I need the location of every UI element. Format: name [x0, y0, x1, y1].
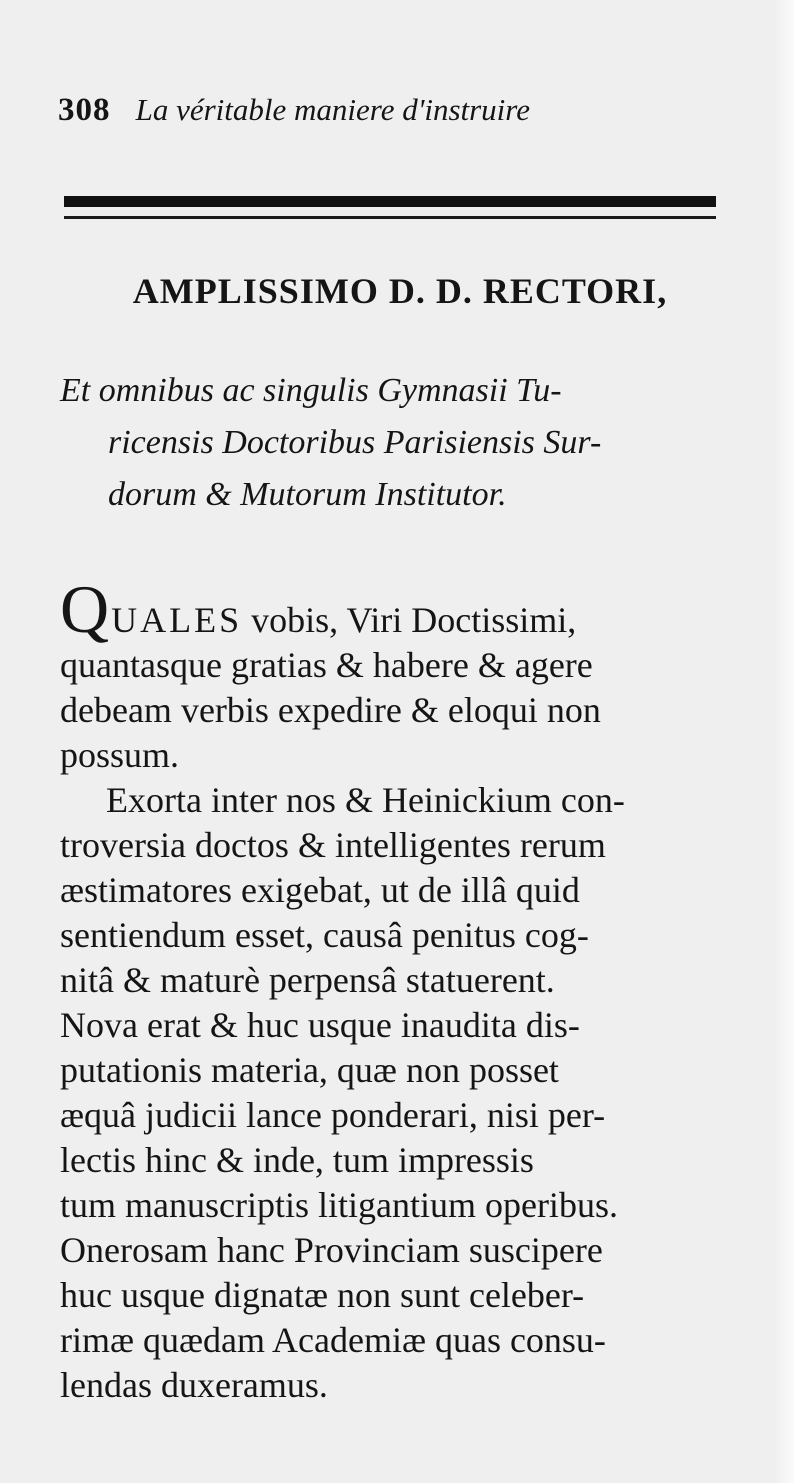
paragraph-2-line-4: sentiendum esset, causâ penitus cog- — [60, 915, 589, 955]
paragraph-2-line-14: lendas duxeramus. — [60, 1365, 328, 1405]
paragraph-1-line-1-rest: vobis, Viri Doctissimi, — [251, 600, 577, 640]
paragraph-2-line-10: tum manuscriptis litigantium operibus. — [60, 1185, 618, 1225]
paragraph-1-line-4: possum. — [60, 735, 180, 775]
paragraph-2-line-12: huc usque dignatæ non sunt celeber- — [60, 1275, 585, 1315]
paragraph-2-line-8: æquâ judicii lance ponderari, nisi per- — [60, 1095, 606, 1135]
dedication-title: AMPLISSIMO D. D. RECTORI, — [132, 271, 668, 311]
dedication-line-3: dorum & Mutorum Institutor. — [108, 476, 507, 513]
page-edge — [794, 0, 800, 1483]
paragraph-1-line-2: quantasque gratias & habere & agere — [60, 645, 593, 685]
running-title: La véritable maniere d'instruire — [135, 92, 530, 127]
page-header — [58, 92, 738, 144]
paragraph-1-line-1 — [60, 575, 740, 643]
paragraph-1-line-3: debeam verbis expedire & eloqui non — [60, 690, 601, 730]
paragraph-2-line-5: nitâ & maturè perpensâ statuerent. — [60, 960, 555, 1000]
paragraph-2-line-13: rimæ quædam Academiæ quas consu- — [60, 1320, 606, 1360]
dedication-subtitle — [60, 365, 730, 521]
dedication-line-2: ricensis Doctoribus Parisiensis Sur- — [108, 424, 602, 461]
paragraph-2-line-9: lectis hinc & inde, tum impressis — [60, 1140, 534, 1180]
header-thick-rule — [64, 196, 716, 207]
header-thin-rule — [64, 216, 716, 219]
page-number: 308 — [58, 92, 111, 128]
paragraph-2-line-3: æstimatores exigebat, ut de illâ quid — [60, 870, 580, 910]
paragraph-2-line-6: Nova erat & huc usque inaudita dis- — [60, 1005, 580, 1045]
paragraph-2-line-7: putationis materia, quæ non posset — [60, 1050, 559, 1090]
body-text — [60, 575, 740, 1408]
drop-cap-small-caps: UALES — [111, 600, 243, 640]
paragraph-2-line-11: Onerosam hanc Provinciam suscipere — [60, 1230, 603, 1270]
drop-cap-letter: Q — [60, 575, 110, 643]
paragraph-2-line-2: troversia doctos & intelligentes rerum — [60, 825, 606, 865]
dedication-line-1: Et omnibus ac singulis Gymnasii Tu- — [60, 372, 562, 409]
paragraph-2-line-1: Exorta inter nos & Heinickium con- — [106, 780, 625, 820]
